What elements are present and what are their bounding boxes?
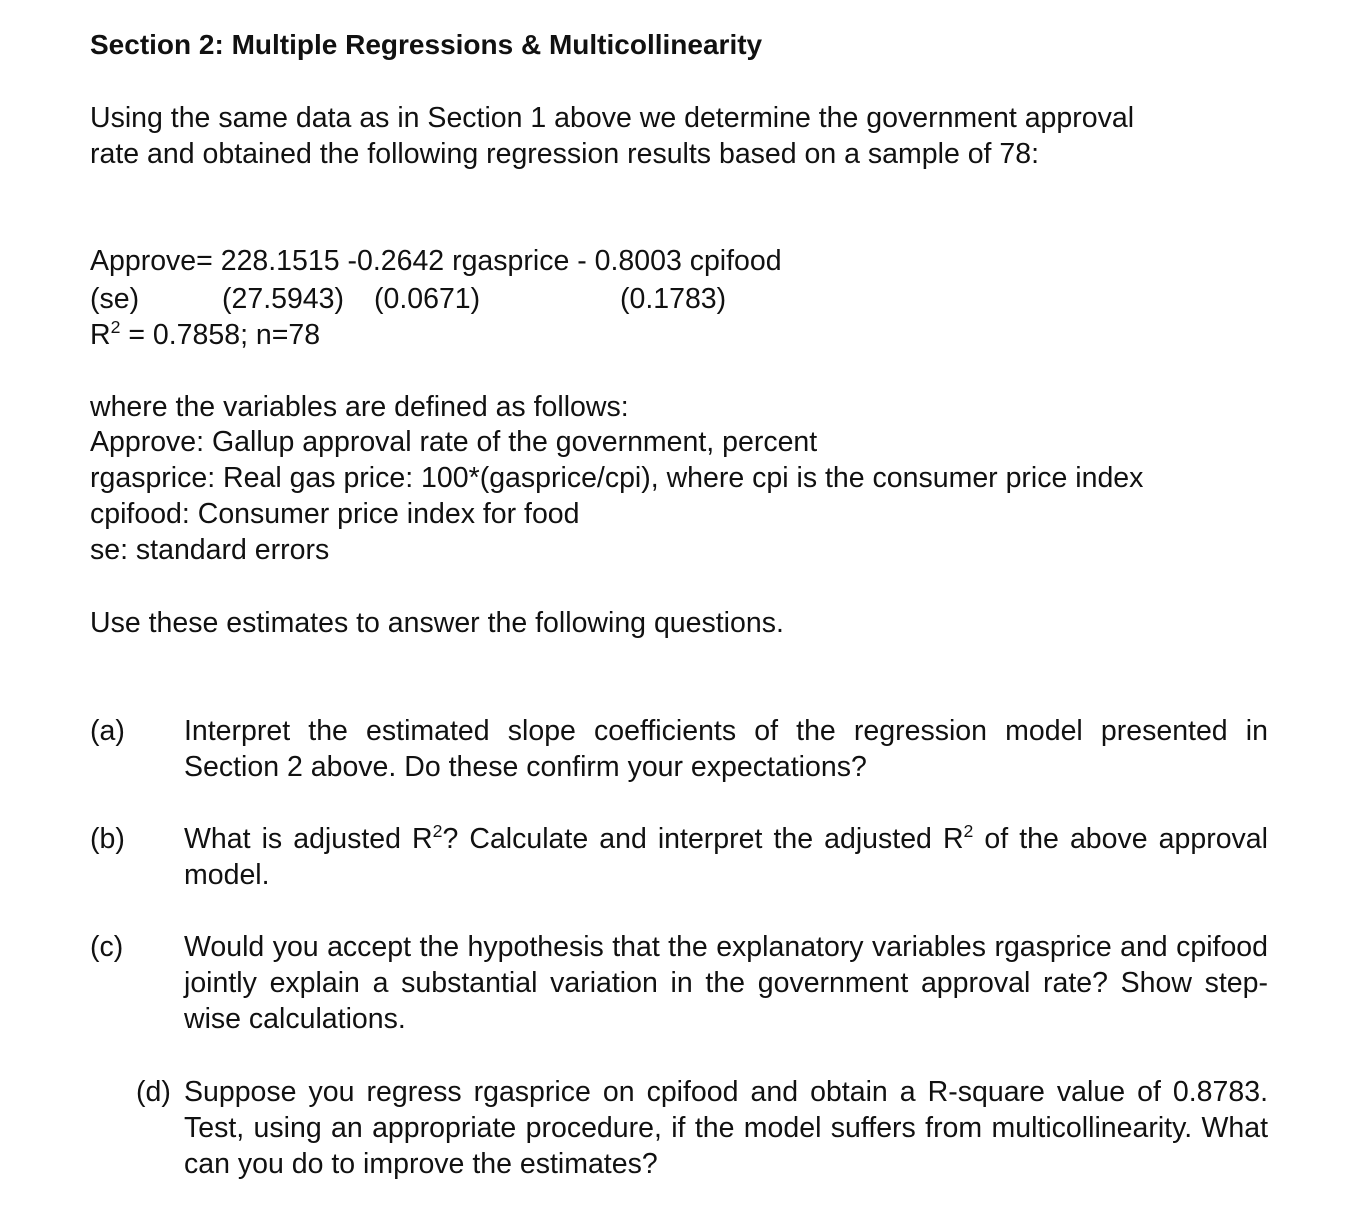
r-squared-line — [90, 317, 320, 353]
instruction-text: Use these estimates to answer the following questions. — [90, 607, 784, 639]
r2-value: = 0.7858; n=78 — [120, 319, 321, 351]
question-b-part-1: What is adjusted R — [184, 823, 433, 855]
se-label: (se) — [90, 283, 140, 315]
question-b-label: (b) — [90, 823, 125, 855]
question-c-label: (c) — [90, 931, 124, 963]
definition-rgasprice: rgasprice: Real gas price: 100*(gasprice/cpi), where cpi is the consumer price index — [90, 462, 1144, 494]
regression-equation: Approve= 228.1515 -0.2642 rgasprice - 0.8003 cpifood — [90, 245, 782, 277]
question-b-exponent-1: 2 — [432, 821, 443, 842]
se-intercept: (27.5943) — [222, 283, 345, 315]
definition-se: se: standard errors — [90, 534, 330, 566]
se-cpifood: (0.1783) — [620, 283, 727, 315]
section-title: Section 2: Multiple Regressions & Multicollinearity — [90, 29, 763, 60]
question-b-exponent-2: 2 — [963, 821, 974, 842]
standard-errors-row — [90, 281, 890, 317]
definition-cpifood: cpifood: Consumer price index for food — [90, 498, 580, 530]
intro-line-1: Using the same data as in Section 1 above we determine the government approval — [90, 102, 1135, 134]
definition-approve: Approve: Gallup approval rate of the government, percent — [90, 426, 818, 458]
r2-exponent: 2 — [110, 317, 121, 338]
question-c-text: Would you accept the hypothesis that the explanatory variables rgasprice and cpifood jointly explain a substantial variation in the government approval rate? Show step-wise calculations. — [184, 931, 1268, 1035]
question-a-label: (a) — [90, 715, 125, 747]
question-a-text: Interpret the estimated slope coefficients of the regression model presented in Section 2 above. Do these confirm your expectations? — [184, 715, 1268, 783]
r2-prefix: R — [90, 319, 111, 351]
se-rgasprice: (0.0671) — [374, 283, 481, 315]
definitions-intro: where the variables are defined as follows: — [90, 391, 629, 423]
intro-line-2: rate and obtained the following regression results based on a sample of 78: — [90, 138, 1040, 170]
question-b-part-3: of the above approval model. — [184, 823, 1268, 891]
question-b-part-2: ? Calculate and interpret the adjusted R — [442, 823, 964, 855]
question-b-text — [184, 821, 1268, 893]
question-d-label: (d) — [136, 1076, 171, 1108]
question-d-text: Suppose you regress rgasprice on cpifood and obtain a R-square value of 0.8783. Test, using an appropriate procedure, if the model suffers from multicollinearity. What can you do to improve the estimates? — [184, 1076, 1268, 1180]
